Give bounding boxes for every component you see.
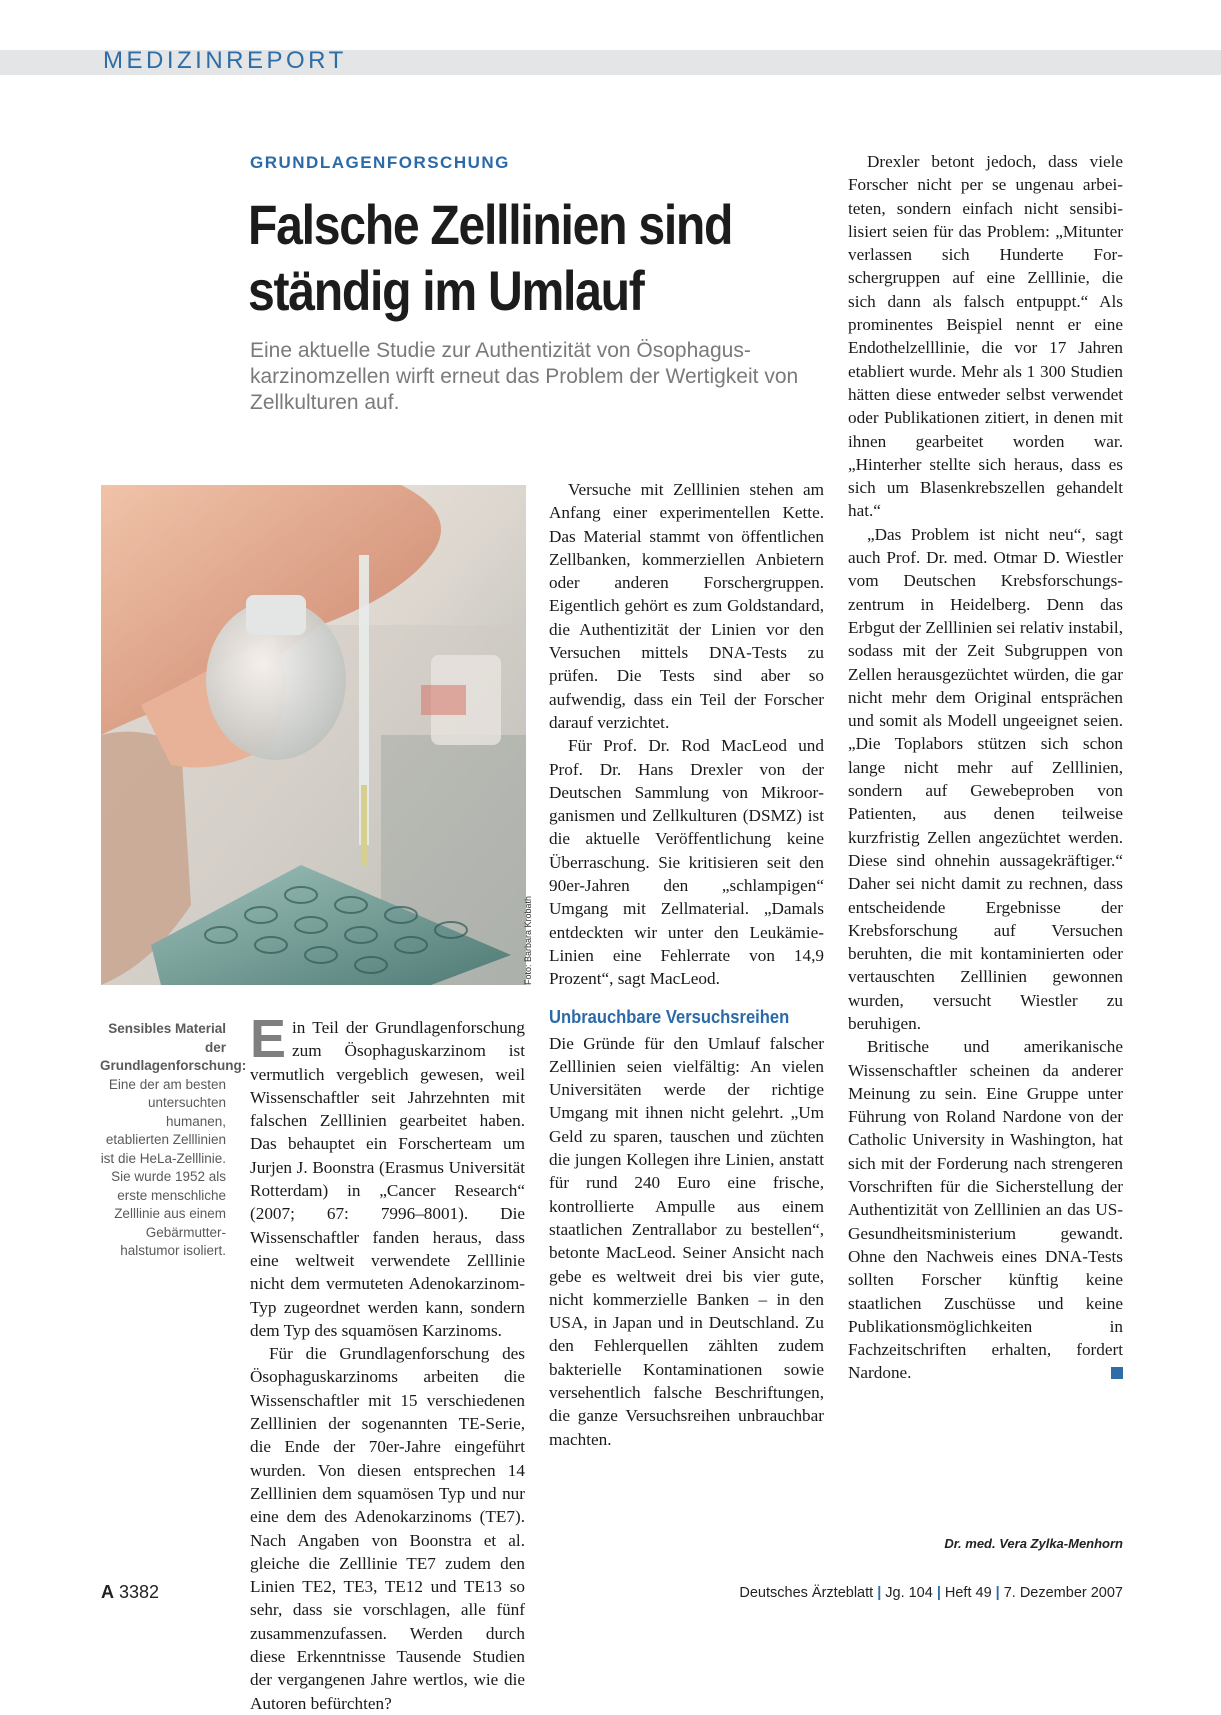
journal-date: 7. Dezember 2007 — [1003, 1585, 1123, 1601]
paragraph — [250, 1342, 525, 1715]
paragraph — [848, 523, 1123, 1036]
article-lead: Eine aktuelle Studie zur Authentizität von Ösophaguskarzinomzellen wirft erneut das Problem der Wertigkeit von Zellkulturen auf. — [250, 339, 799, 414]
paragraph-text: Für die Grundlagenforschung des Ösophaguskarzinoms arbeiten die Wissenschaftler mit 15 verschiedenen Zelllinien der sogenannten TE-Serie, die Ende der 70er-Jahre eingeführt wurden. Von diesen entsprechen 14 Zelllinien dem squamösen Typ und nur eine dem des Adenokarzinoms (TE7). Nach Angaben von Boonstra et al. gleiche die Zelllinie TE7 zudem den Linien TE2, TE3, TE12 und TE13 so sehr, dass sie vorschlagen, alle fünf zusammenzufassen. Werden durch diese Erkenntnisse Tausende Studien der vergangenen Jahre wertlos, wie die Autoren befürchten? — [250, 1344, 525, 1713]
page-prefix: A — [101, 1582, 114, 1602]
title-line-2: ständig im Umlauf — [248, 259, 644, 322]
paragraph-text: Für Prof. Dr. Rod MacLeod und Prof. Dr. Hans Drexler von der Deutschen Sammlung von Mikroorganismen und Zellkulturen (DSMZ) ist die aktuelle Veröffentlichung keine Überraschung. Sie kritisieren seit den 90er-Jahren den „schlampigen“ Umgang mit Zellmaterial. „Damals entdeckten wir unter den Leukämie-Linien eine Fehlerrate von 14,9 Prozent“, sagt MacLeod. — [549, 736, 824, 989]
paragraph-text: Versuche mit Zelllinien stehen am Anfang einer experimentellen Kette. Das Material stammt von öffentlichen Zellbanken, kommerziellen Anbietern oder anderen Forschergruppen. Eigentlich gehört es zum Goldstandard, die Authentizität der Linien vor den Versuchen mittels DNA-Tests zu prüfen. Die Tests sind aber so aufwendig, dass ein Teil der Forscher darauf verzichtet. — [549, 480, 824, 732]
separator: | — [936, 1585, 941, 1601]
caption-title: Sensibles Material der Grundlagenforschung: — [100, 1021, 247, 1073]
title-line-1: Falsche Zelllinien sind — [248, 193, 733, 256]
page-number-value: 3382 — [119, 1582, 160, 1602]
author-byline: Dr. med. Vera Zylka-Menhorn — [944, 1536, 1123, 1551]
journal-info — [739, 1585, 1123, 1601]
text-column-3 — [848, 150, 1123, 1385]
journal-volume: Jg. 104 — [885, 1585, 933, 1601]
paragraph — [848, 150, 1123, 523]
paragraph-text: Die Gründe für den Umlauf falscher Zelllinien seien vielfältig: An vielen Universitäten werde der richtige Umgang mit ihnen nicht gelehrt. „Um Geld zu sparen, tauschen und züchten die jungen Kollegen ihre Linien, anstatt für rund 240 Euro eine frische, kontrollierte Ampulle aus einem staatlichen Zentrallabor zu bestellen“, betonte MacLeod. Seiner Ansicht nach gebe es weltweit drei bis vier gute, nicht kommerzielle Banken – in den USA, in Japan und in Deutschland. Zu den Fehlerquellen zählten zudem bakterielle Kontaminationen sowie versehentlich falsche Beschriftungen, die ganze Versuchsreihen unbrauchbar machten. — [549, 1033, 824, 1449]
article-title — [248, 192, 747, 324]
paragraph — [549, 478, 824, 734]
paragraph — [549, 1032, 824, 1451]
paragraph — [549, 734, 824, 990]
photo-credit: Foto: Barbara Krobath — [523, 895, 533, 985]
section-label: MEDIZINREPORT — [103, 47, 347, 74]
paragraph-text: in Teil der Grundlagenforschung zum Ösophaguskarzinom ist vermutlich vergeblich gewesen, weil Wissenschaftler seit Jahrzehnten mit falschen Zelllinien gearbeitet haben. Das behauptet ein Forscherteam um Jurjen J. Boonstra (Erasmus Universität Rotterdam) in „Cancer Research“ (2007; 67: 7996–8001). Die Wissenschaftler fanden heraus, dass eine weltweit verwendete Zelllinie nicht dem vermuteten Adenokarzinom-Typ zugeordnet werden kann, sondern dem Typ des squamösen Karzinoms. — [250, 1018, 525, 1340]
journal-name: Deutsches Ärzteblatt — [739, 1585, 874, 1601]
end-mark-icon — [1111, 1367, 1123, 1379]
paragraph-text: Britische und amerikanische Wissenschaftler scheinen da anderer Meinung zu sein. Eine Gruppe unter Führung von Roland Nardone von der Catholic University in Washington, hat sich mit der Forderung nach strengeren Vorschriften für die Sicherstellung der Authentizität von Zelllinien an das US-Gesundheitsministerium gewandt. Ohne den Nachweis eines DNA-Tests sollten Forscher künftig keine staatlichen Zuschüsse und keine Publikationsmöglichkeiten in Fachzeitschriften erhalten, fordert Nardone. — [848, 1037, 1123, 1383]
text-column-2 — [549, 478, 824, 1451]
photo-caption — [100, 1020, 247, 1261]
paragraph — [250, 1009, 525, 1342]
drop-cap: E — [250, 1009, 287, 1069]
journal-issue: Heft 49 — [944, 1585, 992, 1601]
separator: | — [877, 1585, 882, 1601]
paragraph — [848, 1035, 1123, 1384]
paragraph-text: Drexler betont jedoch, dass viele Forscher nicht per se ungenau arbeiteten, sondern einfach nicht sensibilisiert seien für das Problem: „Mitunter verlassen sich Hunderte Forschergruppen auf eine Zelllinie, die sich dann als falsch entpuppt.“ Als prominentes Beispiel nennt er eine Endothelzelllinie, die vor 17 Jahren etabliert wurde. Mehr als 1 300 Studien hätten diese entweder selbst verwendet oder Publikationen zitiert, in denen mit ihnen gearbeitet worden war. „Hinterher stellte sich heraus, dass es sich um Blasenkrebszellen gehandelt hat.“ — [848, 152, 1123, 521]
page-number — [101, 1582, 159, 1603]
subheading: Unbrauchbare Versuchsreihen — [549, 1006, 790, 1027]
lab-photo — [101, 485, 526, 985]
lab-photo-illustration — [101, 485, 526, 985]
text-column-1 — [250, 1009, 525, 1715]
article-kicker: GRUNDLAGENFORSCHUNG — [250, 153, 510, 172]
separator: | — [995, 1585, 1000, 1601]
paragraph-text: „Das Problem ist nicht neu“, sagt auch Prof. Dr. med. Otmar D. Wiestler vom Deutschen Krebsforschungszentrum in Heidelberg. Denn das Erbgut der Zelllinien sei relativ instabil, sodass mit der Zeit Subgruppen von Zellen herausgezüchtet würden, die gar nicht mehr dem Original entsprächen und somit als Modell ungeeignet seien. „Die Toplabors stützen sich schon lange nicht mehr auf Zelllinien, sondern auf Gewebeproben von Patienten, aus denen teilweise kurzfristig Zellen angezüchtet werden. Diese sind ohnehin aussagekräftiger.“ Daher sei nicht damit zu rechnen, dass entscheidende Ergebnisse der Krebsforschung auf Versuchen beruhten, die mit kontaminierten oder vertauschten Zelllinien gewonnen wurden, versucht Wiestler zu beruhigen. — [848, 524, 1123, 1033]
caption-text: Eine der am besten untersuchten humanen, etablierten Zelllinien ist die HeLa-Zelllinie. Sie wurde 1952 als erste menschliche Zelllinie aus einem Gebärmutterhalstumor isoliert. — [100, 1076, 226, 1258]
